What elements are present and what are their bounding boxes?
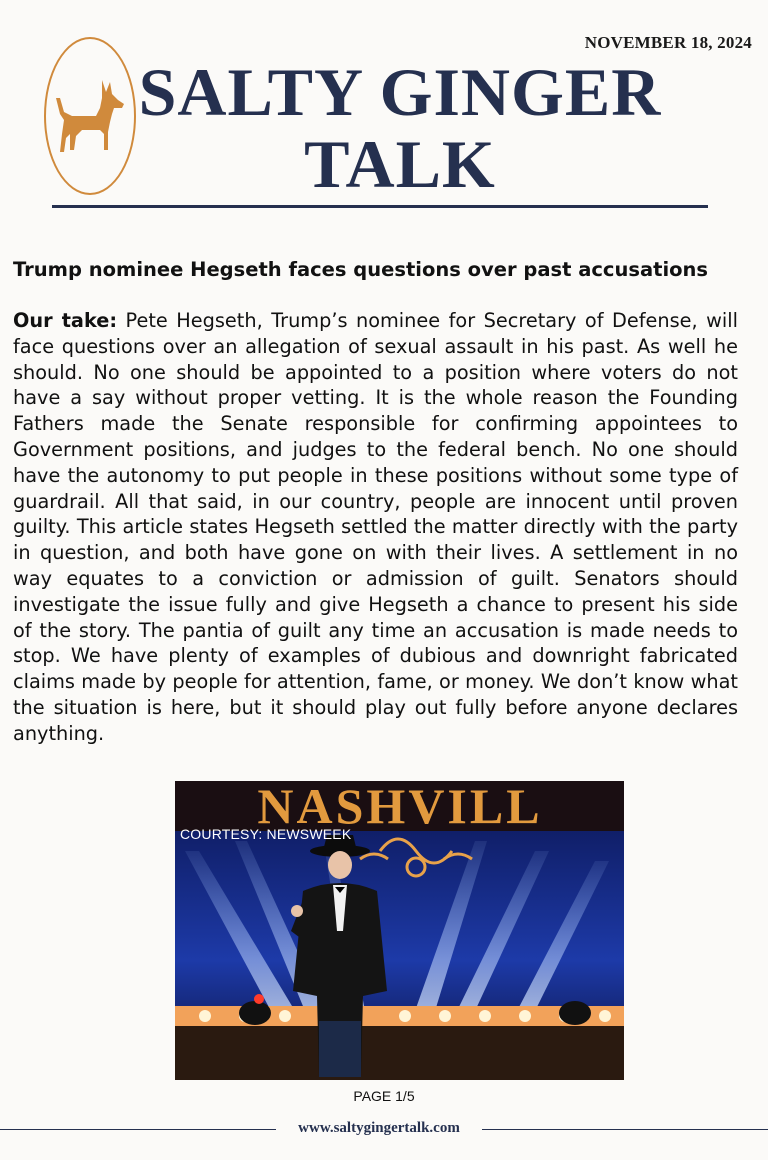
photo-caption: COURTESY: NEWSWEEK xyxy=(180,826,352,842)
site-url-link[interactable]: www.saltygingertalk.com xyxy=(298,1120,460,1136)
article-body-text: Pete Hegseth, Trump’s nominee for Secretary of Defense, will face questions over an allegation of sexual assault in his past. As well he should. No one should be appointed to a position where voters do not have a say without proper vetting. It is the whole reason the Founding Fathers made the Senate responsible for confirming appointees to Government positions, and judges to the federal bench. No one should have the autonomy to put people in these positions without some type of guardrail. All that said, in our country, people are innocent until proven guilty. This article states Hegseth settled the matter directly with the party in question, and both have gone on with their lives. A settlement in no way equates to a conviction or admission of guilt. Senators should investigate the issue fully and give Hegseth a chance to present his side of the story. The pantia of guilt any time an accusation is made needs to stop. We have plenty of examples of dubious and downright fabricated claims made by people for attention, fame, or money. We don’t know what the situation is here, but it should play out fully before anyone declares anything. xyxy=(13,309,738,745)
masthead-title xyxy=(120,56,680,200)
masthead-divider xyxy=(52,205,708,208)
issue-date: NOVEMBER 18, 2024 xyxy=(584,33,752,52)
page-number: PAGE 1/5 xyxy=(353,1088,415,1104)
article-body xyxy=(13,308,738,747)
nashville-sign: NASHVILL xyxy=(257,781,543,834)
masthead-line-1: SALTY GINGER xyxy=(138,54,662,130)
masthead-line-2: TALK xyxy=(304,126,496,202)
dog-icon xyxy=(52,74,128,158)
article-headline: Trump nominee Hegseth faces questions over past accusations xyxy=(13,258,709,281)
footer-divider-right xyxy=(482,1129,768,1130)
our-take-label: Our take: xyxy=(13,309,118,332)
footer-divider-left xyxy=(0,1129,276,1130)
